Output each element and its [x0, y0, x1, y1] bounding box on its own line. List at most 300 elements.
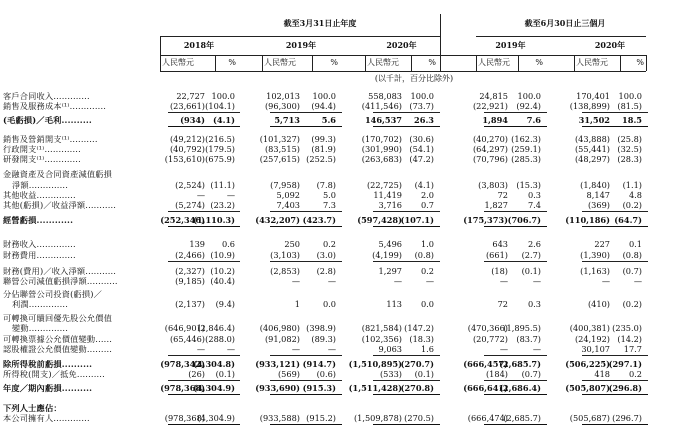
row-value: 5.0	[322, 190, 336, 200]
row-value: 31,502	[578, 115, 610, 125]
row-value: —	[601, 276, 610, 286]
row-value: (4,199)	[372, 250, 402, 260]
percent-label: %	[228, 58, 236, 67]
row-value: 72	[497, 190, 508, 200]
row-value: 1.0	[420, 239, 434, 249]
row-value: (533)	[379, 369, 402, 379]
row-value: (216.5)	[205, 134, 235, 144]
total-rule	[582, 394, 648, 395]
row-value: (18.3)	[409, 334, 434, 344]
total-rule	[168, 394, 240, 395]
row-value: (107.1)	[400, 215, 434, 225]
row-value: —	[393, 276, 402, 286]
row-value: (432,207)	[255, 215, 300, 225]
row-value: (423.7)	[302, 215, 336, 225]
row-value: 4.8	[628, 190, 642, 200]
total-rule	[168, 355, 240, 356]
total-rule	[373, 112, 440, 113]
row-value: 1,297	[378, 266, 402, 276]
row-value: (40,792)	[169, 144, 205, 154]
row-value: (675.9)	[205, 154, 235, 164]
row-value: 0.2	[322, 239, 336, 249]
row-value: (666,457)	[463, 359, 508, 369]
row-value: 0.0	[420, 299, 434, 309]
row-value: (914.7)	[302, 359, 336, 369]
row-value: 100.0	[312, 91, 336, 101]
total-rule	[582, 355, 648, 356]
total-rule	[168, 261, 240, 262]
row-label: 財務收入..............	[3, 239, 76, 249]
row-value: (2,137)	[175, 299, 205, 309]
header-rule	[160, 36, 440, 37]
row-value: (235.0)	[612, 323, 642, 333]
row-value: (0.1)	[215, 369, 235, 379]
row-value: (270.5)	[404, 413, 434, 423]
row-value: (54.1)	[409, 144, 434, 154]
row-label: 銷售及服務成本⁽¹⁾.............	[3, 101, 107, 111]
row-value: (110,186)	[565, 215, 610, 225]
row-value: (285.3)	[511, 154, 541, 164]
row-label: 變動..............	[12, 323, 69, 333]
row-label: 下列人士應佔：	[3, 403, 62, 413]
row-value: 100.0	[410, 91, 434, 101]
q-group-title: 截至6月30日止三個月	[524, 18, 606, 28]
total-rule	[484, 126, 547, 127]
row-value: (14.2)	[617, 334, 642, 344]
row-value: (661)	[485, 250, 508, 260]
total-rule	[270, 380, 342, 381]
row-value: (91,082)	[264, 334, 300, 344]
row-value: (569)	[277, 369, 300, 379]
row-label: 可轉換可贖回優先股公允價值	[3, 313, 113, 323]
row-value: (1,163)	[580, 266, 610, 276]
column-rule	[215, 55, 216, 71]
row-value: (1,390)	[580, 250, 610, 260]
row-value: 72	[497, 299, 508, 309]
row-value: 24,815	[479, 91, 508, 101]
row-value: (48,297)	[574, 154, 610, 164]
row-value: (0.2)	[622, 299, 642, 309]
row-value: (40.4)	[210, 276, 235, 286]
row-value: (0.8)	[622, 250, 642, 260]
row-value: —	[291, 276, 300, 286]
row-value: 5,496	[378, 239, 402, 249]
currency-label: 人民幣元	[264, 58, 296, 67]
row-label: 財務費用..............	[3, 250, 76, 260]
row-value: 418	[594, 369, 610, 379]
total-rule	[484, 211, 547, 212]
row-value: 30,107	[581, 344, 610, 354]
row-value: (24,192)	[574, 334, 610, 344]
row-label: 其他收益..............	[3, 190, 76, 200]
row-value: (99.3)	[311, 134, 336, 144]
row-value: (934)	[180, 115, 205, 125]
row-label: 研發開支⁽¹⁾.............	[3, 154, 81, 164]
row-value: (933,690)	[255, 383, 300, 393]
row-value: (4,304.9)	[197, 413, 235, 423]
row-value: (65,446)	[169, 334, 205, 344]
fy-group-title: 截至3月31日止年度	[283, 18, 357, 28]
column-rule	[160, 36, 161, 71]
column-rule	[620, 55, 621, 71]
row-label: 財務(費用)／收入淨額...........	[3, 266, 117, 276]
row-value: 3,716	[378, 200, 402, 210]
row-value: (270.8)	[400, 383, 434, 393]
row-value: 17.7	[623, 344, 642, 354]
row-value: (22,921)	[472, 101, 508, 111]
total-rule	[270, 211, 342, 212]
total-rule	[484, 394, 547, 395]
row-value: (263,683)	[361, 154, 402, 164]
row-value: —	[532, 276, 541, 286]
row-value: 0.0	[322, 299, 336, 309]
row-value: (252,346)	[160, 215, 205, 225]
row-value: 170,401	[576, 91, 610, 101]
row-value: 1	[294, 299, 300, 309]
row-value: 7.6	[526, 115, 541, 125]
row-value: (83,515)	[264, 144, 300, 154]
row-value: —	[499, 276, 508, 286]
row-value: (2,686.4)	[499, 383, 541, 393]
row-value: (1,510,895)	[348, 359, 402, 369]
row-label: 行政開支⁽¹⁾.............	[3, 144, 81, 154]
header-rule	[476, 36, 646, 37]
row-value: 11,419	[373, 190, 402, 200]
total-rule	[270, 112, 342, 113]
row-value: 9,063	[378, 344, 402, 354]
row-value: —	[226, 190, 235, 200]
row-value: 558,083	[368, 91, 402, 101]
row-value: 5.6	[321, 115, 336, 125]
row-value: 18.5	[622, 115, 642, 125]
row-value: (288.0)	[205, 334, 235, 344]
row-value: 146,537	[364, 115, 402, 125]
row-label: 認股權證公允價值變動.........	[3, 344, 113, 354]
row-value: (3.0)	[316, 250, 336, 260]
total-rule	[168, 211, 240, 212]
total-rule	[168, 112, 240, 113]
row-value: (23.2)	[210, 200, 235, 210]
column-rule	[646, 55, 647, 71]
column-rule	[262, 55, 263, 71]
row-value: (104.1)	[205, 101, 235, 111]
row-value: (101,327)	[259, 134, 300, 144]
row-value: 113	[386, 299, 402, 309]
row-value: (297.1)	[608, 359, 642, 369]
row-value: (3,803)	[478, 180, 508, 190]
row-value: 2.0	[420, 190, 434, 200]
row-value: (505,687)	[569, 413, 610, 423]
row-value: (2,466)	[175, 250, 205, 260]
row-value: (7,958)	[270, 180, 300, 190]
row-value: 5,713	[274, 115, 300, 125]
row-value: (369)	[587, 200, 610, 210]
row-value: (646,901)	[164, 323, 205, 333]
row-value: (1,509,878)	[353, 413, 402, 423]
row-value: (1,110.3)	[193, 215, 235, 225]
row-value: (296.8)	[608, 383, 642, 393]
row-value: (25.8)	[617, 134, 642, 144]
row-value: (706.7)	[507, 215, 541, 225]
column-rule	[312, 55, 313, 71]
row-value: (175,373)	[463, 215, 508, 225]
row-value: (410)	[587, 299, 610, 309]
row-value: (821,584)	[361, 323, 402, 333]
total-rule	[582, 261, 648, 262]
row-value: (0.8)	[414, 250, 434, 260]
total-rule	[582, 226, 648, 227]
row-value: (179.5)	[205, 144, 235, 154]
total-rule	[168, 424, 240, 425]
total-rule	[373, 211, 440, 212]
row-value: 250	[284, 239, 300, 249]
total-rule	[270, 126, 342, 127]
row-value: (64.7)	[614, 215, 642, 225]
total-rule	[270, 226, 342, 227]
row-value: (0.1)	[414, 369, 434, 379]
row-value: (94.4)	[311, 101, 336, 111]
row-value: 1.6	[420, 344, 434, 354]
row-value: (506,225)	[565, 359, 610, 369]
row-value: (270.7)	[400, 359, 434, 369]
row-value: (81.5)	[617, 101, 642, 111]
percent-label: %	[535, 58, 543, 67]
row-label: 年度／期內虧損..........	[3, 383, 93, 393]
row-value: 22,727	[176, 91, 205, 101]
row-value: (147.2)	[404, 323, 434, 333]
row-value: (40,270)	[472, 134, 508, 144]
row-value: (47.2)	[409, 154, 434, 164]
total-rule	[270, 261, 342, 262]
total-rule	[373, 394, 440, 395]
row-value: (597,428)	[357, 215, 402, 225]
row-value: (666,474)	[467, 413, 508, 423]
row-value: (1,511,428)	[348, 383, 402, 393]
row-value: (28.3)	[617, 154, 642, 164]
percent-label: %	[636, 58, 644, 67]
total-rule	[373, 355, 440, 356]
row-value: (92.4)	[516, 101, 541, 111]
row-label: 分佔聯營公司投資(虧損)／	[3, 289, 103, 299]
row-value: (49,212)	[169, 134, 205, 144]
currency-label: 人民幣元	[576, 58, 608, 67]
row-value: (1,840)	[580, 180, 610, 190]
row-value: —	[532, 344, 541, 354]
column-rule	[440, 14, 441, 72]
row-label: 聯營公司減值虧損淨額...........	[3, 276, 118, 286]
row-value: 100.0	[517, 91, 541, 101]
row-value: 100.0	[211, 91, 235, 101]
row-label: 金融資產及合同資產減值虧損	[3, 169, 113, 179]
total-rule	[168, 226, 240, 227]
row-value: 2.6	[527, 239, 541, 249]
row-value: (0.7)	[622, 266, 642, 276]
row-value: (23,661)	[169, 101, 205, 111]
row-value: (915.3)	[302, 383, 336, 393]
row-value: (2,524)	[175, 180, 205, 190]
row-value: 7.3	[322, 200, 336, 210]
total-rule	[582, 380, 648, 381]
row-value: (2,327)	[175, 266, 205, 276]
row-value: (978,342)	[160, 359, 205, 369]
row-value: (89.3)	[311, 334, 336, 344]
row-value: (102,356)	[361, 334, 402, 344]
row-value: (81.9)	[311, 144, 336, 154]
row-value: —	[425, 276, 434, 286]
row-value: (259.1)	[511, 144, 541, 154]
row-value: (11.1)	[210, 180, 235, 190]
total-rule	[582, 424, 648, 425]
currency-label: 人民幣元	[162, 58, 194, 67]
total-rule	[484, 355, 547, 356]
row-label: 可轉換票據公允價值變動......	[3, 334, 113, 344]
currency-label: 人民幣元	[478, 58, 510, 67]
total-rule	[484, 112, 547, 113]
row-value: (0.2)	[622, 200, 642, 210]
row-value: —	[633, 276, 642, 286]
column-rule	[574, 55, 575, 71]
year-label: 2019年	[285, 40, 317, 50]
row-value: (184)	[485, 369, 508, 379]
total-rule	[168, 126, 240, 127]
row-value: 0.3	[527, 299, 541, 309]
row-value: (20,772)	[472, 334, 508, 344]
row-value: 0.1	[628, 239, 642, 249]
total-rule	[484, 380, 547, 381]
column-rule	[518, 55, 519, 71]
row-value: 0.6	[221, 239, 235, 249]
percent-label: %	[428, 58, 436, 67]
total-rule	[373, 226, 440, 227]
row-value: —	[327, 344, 336, 354]
row-value: (70,796)	[472, 154, 508, 164]
row-label: 所得稅(開支)／抵免..........	[3, 369, 105, 379]
row-label: 客戶合同收入.............	[3, 91, 90, 101]
row-value: (64,297)	[472, 144, 508, 154]
row-value: (15.3)	[516, 180, 541, 190]
row-value: (2.7)	[521, 250, 541, 260]
row-value: (7.8)	[316, 180, 336, 190]
row-value: (138,899)	[569, 101, 610, 111]
unit-note: (以千計，百分比除外)	[374, 74, 454, 83]
row-value: (406,980)	[259, 323, 300, 333]
row-value: (10.2)	[210, 266, 235, 276]
total-rule	[484, 261, 547, 262]
row-value: 7.4	[527, 200, 541, 210]
row-value: (2,685.7)	[503, 413, 541, 423]
row-value: (933,121)	[255, 359, 300, 369]
total-rule	[373, 261, 440, 262]
row-value: (505,807)	[565, 383, 610, 393]
row-value: 102,013	[266, 91, 300, 101]
row-value: (32.5)	[617, 144, 642, 154]
row-value: (915.2)	[306, 413, 336, 423]
total-rule	[270, 355, 342, 356]
row-value: (170,702)	[361, 134, 402, 144]
row-value: —	[196, 190, 205, 200]
row-value: (26)	[188, 369, 205, 379]
row-value: (4.1)	[213, 115, 235, 125]
header-rule	[160, 71, 646, 72]
row-value: (400,381)	[569, 323, 610, 333]
row-label: 除所得稅前虧損..........	[3, 359, 93, 369]
row-value: (43,888)	[574, 134, 610, 144]
row-value: 0.2	[420, 266, 434, 276]
row-value: (153,610)	[164, 154, 205, 164]
row-value: (2.8)	[316, 266, 336, 276]
row-value: —	[327, 276, 336, 286]
row-value: (1,895.5)	[503, 323, 541, 333]
row-value: (0.1)	[521, 266, 541, 276]
percent-label: %	[330, 58, 338, 67]
total-rule	[484, 424, 547, 425]
row-value: —	[291, 344, 300, 354]
row-value: (4.1)	[414, 180, 434, 190]
row-value: 26.3	[414, 115, 434, 125]
total-rule	[373, 126, 440, 127]
row-value: (162.3)	[511, 134, 541, 144]
row-value: 1,894	[482, 115, 508, 125]
column-rule	[365, 55, 366, 71]
total-rule	[484, 226, 547, 227]
year-label: 2020年	[594, 40, 626, 50]
row-label: 本公司擁有人.............	[3, 413, 90, 423]
row-value: 139	[189, 239, 205, 249]
row-value: 100.0	[618, 91, 642, 101]
row-value: (398.9)	[306, 323, 336, 333]
row-value: (10.9)	[210, 250, 235, 260]
total-rule	[168, 380, 240, 381]
row-value: 7,403	[276, 200, 300, 210]
row-value: 5,092	[276, 190, 300, 200]
row-value: (411,546)	[361, 101, 402, 111]
total-rule	[582, 211, 648, 212]
row-value: (9,185)	[175, 276, 205, 286]
row-value: (18)	[491, 266, 508, 276]
row-value: (4,304.9)	[193, 383, 235, 393]
row-value: (22,725)	[366, 180, 402, 190]
row-label: (毛虧損)／毛利..........	[3, 115, 92, 125]
row-value: (978,368)	[160, 383, 205, 393]
total-rule	[270, 394, 342, 395]
row-value: (55,441)	[574, 144, 610, 154]
year-label: 2019年	[495, 40, 526, 50]
row-value: 0.7	[420, 200, 434, 210]
row-value: (301,990)	[361, 144, 402, 154]
row-value: (5,274)	[175, 200, 205, 210]
row-value: (2,685.7)	[499, 359, 541, 369]
total-rule	[270, 424, 342, 425]
row-value: (3,103)	[270, 250, 300, 260]
row-value: 8,147	[586, 190, 610, 200]
row-value: (1.1)	[622, 180, 642, 190]
row-value: (30.6)	[409, 134, 434, 144]
total-rule	[373, 424, 440, 425]
row-value: (470,366)	[467, 323, 508, 333]
row-value: (2,846.4)	[197, 323, 235, 333]
row-value: 227	[594, 239, 610, 249]
row-value: (2,853)	[270, 266, 300, 276]
currency-label: 人民幣元	[367, 58, 399, 67]
row-value: (933,588)	[259, 413, 300, 423]
column-rule	[476, 55, 477, 71]
row-value: (0.7)	[521, 369, 541, 379]
row-value: (252.5)	[306, 154, 336, 164]
row-value: (0.6)	[316, 369, 336, 379]
year-label: 2018年	[183, 40, 215, 50]
row-value: 643	[492, 239, 508, 249]
row-label: 利潤..............	[12, 299, 69, 309]
